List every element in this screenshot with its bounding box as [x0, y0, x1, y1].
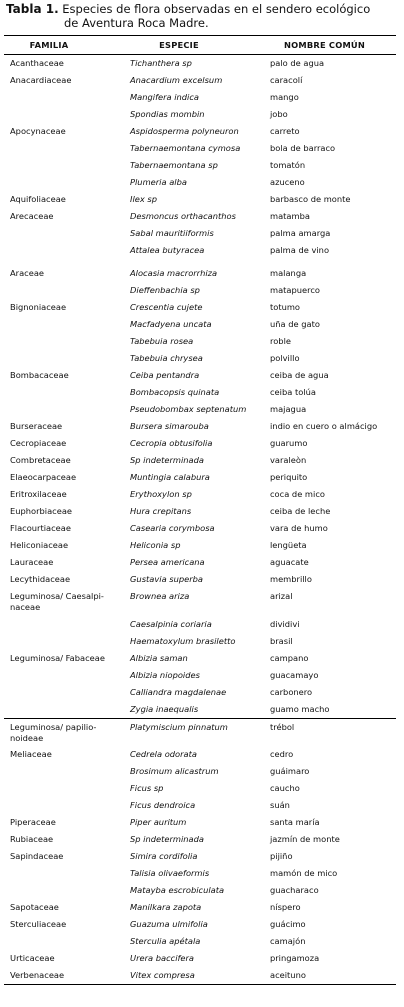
nombre-comun-cell: vara de humo: [270, 523, 328, 533]
familia-cell: Rubiaceae: [10, 834, 54, 844]
especie-cell: Tabernaemontana cymosa: [130, 143, 241, 153]
nombre-comun-cell: aguacate: [270, 557, 309, 567]
nombre-comun-cell: palma de vino: [270, 245, 330, 255]
table-row: [4, 718, 396, 746]
especie-cell: Piper auritum: [130, 817, 187, 827]
nombre-comun-cell: varaleòn: [270, 455, 307, 465]
nombre-comun-cell: polvillo: [270, 353, 300, 363]
table-row: [4, 933, 396, 950]
familia-cell: Bignoniaceae: [10, 302, 67, 312]
table-row: [4, 174, 396, 191]
table-row: [4, 418, 396, 435]
especie-cell: Ilex sp: [130, 194, 157, 204]
especie-cell: Platymiscium pinnatum: [130, 722, 228, 732]
table-row: [4, 684, 396, 701]
especie-cell: Mangifera indica: [130, 92, 200, 102]
table-caption: [6, 2, 398, 30]
caption-label: Tabla 1.: [6, 2, 59, 16]
especie-cell: Crescentia cujete: [130, 302, 203, 312]
especie-cell: Heliconia sp: [130, 540, 181, 550]
familia-cell: Lecythidaceae: [10, 574, 71, 584]
table-row: [4, 401, 396, 418]
table-row: [4, 486, 396, 503]
familia-cell: Sterculiaceae: [10, 919, 67, 929]
especie-cell: Guazuma ulmifolia: [130, 919, 208, 929]
nombre-comun-cell: arizal: [270, 591, 293, 601]
table-row: [4, 503, 396, 520]
especie-cell: Cedrela odorata: [130, 749, 197, 759]
familia-cell: Burseraceae: [10, 421, 63, 431]
table-row: [4, 916, 396, 933]
table-row: [4, 435, 396, 452]
especie-cell: Bombacopsis quinata: [130, 387, 220, 397]
especie-cell: Desmoncus orthacanthos: [130, 211, 236, 221]
nombre-comun-cell: guamo macho: [270, 704, 330, 714]
table-row: [4, 282, 396, 299]
familia-cell: Sapotaceae: [10, 902, 59, 912]
familia-cell: Acanthaceae: [10, 58, 64, 68]
especie-cell: Brownea ariza: [130, 591, 190, 601]
familia-cell: Leguminosa/ Caesalpi- naceae: [10, 591, 104, 612]
familia-cell: Araceae: [10, 268, 45, 278]
familia-cell: Urticaceae: [10, 953, 55, 963]
especie-cell: Dieffenbachia sp: [130, 285, 200, 295]
nombre-comun-cell: malanga: [270, 268, 307, 278]
especie-cell: Hura crepitans: [130, 506, 192, 516]
table-row: [4, 650, 396, 667]
nombre-comun-cell: palo de agua: [270, 58, 325, 68]
table-row: [4, 633, 396, 650]
nombre-comun-cell: guácimo: [270, 919, 306, 929]
nombre-comun-cell: bola de barraco: [270, 143, 336, 153]
table-row: [4, 797, 396, 814]
table-row: [4, 191, 396, 208]
nombre-comun-cell: pringamoza: [270, 953, 320, 963]
familia-cell: Lauraceae: [10, 557, 54, 567]
table-row: [4, 469, 396, 486]
especie-cell: Bursera simarouba: [130, 421, 209, 431]
table-row: [4, 588, 396, 616]
especie-cell: Sp indeterminada: [130, 455, 204, 465]
table-row: [4, 299, 396, 316]
especie-cell: Urera baccifera: [130, 953, 195, 963]
especie-cell: Ficus dendroica: [130, 800, 196, 810]
especie-cell: Spondias mombin: [130, 109, 205, 119]
table-row: [4, 780, 396, 797]
nombre-comun-cell: roble: [270, 336, 291, 346]
table-row: [4, 899, 396, 916]
especie-cell: Casearia corymbosa: [130, 523, 215, 533]
familia-cell: Elaeocarpaceae: [10, 472, 77, 482]
table-row: [4, 367, 396, 384]
table-row: [4, 701, 396, 718]
nombre-comun-cell: uña de gato: [270, 319, 320, 329]
especie-cell: Calliandra magdalenae: [130, 687, 227, 697]
especie-cell: Persea americana: [130, 557, 205, 567]
table-row: [4, 571, 396, 588]
nombre-comun-cell: aceituno: [270, 970, 306, 980]
nombre-comun-cell: matamba: [270, 211, 310, 221]
nombre-comun-cell: carbonero: [270, 687, 313, 697]
nombre-comun-cell: membrillo: [270, 574, 312, 584]
especie-cell: Ceiba pentandra: [130, 370, 200, 380]
familia-cell: Euphorbiaceae: [10, 506, 73, 516]
familia-cell: Flacourtiaceae: [10, 523, 71, 533]
nombre-comun-cell: indio en cuero o almácigo: [270, 421, 378, 431]
table-row: [4, 72, 396, 89]
nombre-comun-cell: palma amarga: [270, 228, 331, 238]
table-row: [4, 225, 396, 242]
familia-cell: Anacardiaceae: [10, 75, 72, 85]
table-row: [4, 746, 396, 763]
familia-cell: Apocynaceae: [10, 126, 66, 136]
nombre-comun-cell: dividivi: [270, 619, 300, 629]
caption-line-1: Especies de flora observadas en el sendero ecológico: [62, 2, 371, 16]
nombre-comun-cell: trébol: [270, 722, 295, 732]
table-header: [4, 36, 396, 55]
nombre-comun-cell: mango: [270, 92, 299, 102]
header-especie: ESPECIE: [159, 40, 199, 50]
familia-cell: Piperaceae: [10, 817, 56, 827]
especie-cell: Zygia inaequalis: [130, 704, 199, 714]
nombre-comun-cell: caucho: [270, 783, 300, 793]
table-row: [4, 520, 396, 537]
nombre-comun-cell: ceiba tolúa: [270, 387, 316, 397]
table-row: [4, 616, 396, 633]
nombre-comun-cell: ceiba de leche: [270, 506, 331, 516]
nombre-comun-cell: camajón: [270, 936, 306, 946]
familia-cell: Arecaceae: [10, 211, 54, 221]
especie-cell: Vitex compresa: [130, 970, 195, 980]
especie-cell: Aspidosperma polyneuron: [130, 126, 239, 136]
especie-cell: Sp indeterminada: [130, 834, 204, 844]
especie-cell: Alocasia macrorrhiza: [130, 268, 218, 278]
familia-cell: Eritroxilaceae: [10, 489, 67, 499]
table-row: [4, 967, 396, 984]
nombre-comun-cell: guacharaco: [270, 885, 319, 895]
table-row: [4, 814, 396, 831]
familia-cell: Leguminosa/ papilio- noideae: [10, 722, 97, 743]
especie-cell: Ficus sp: [130, 783, 164, 793]
especie-cell: Sabal mauritiiformis: [130, 228, 214, 238]
especie-cell: Haematoxylum brasiletto: [130, 636, 236, 646]
especie-cell: Albizia saman: [130, 653, 188, 663]
nombre-comun-cell: periquito: [270, 472, 308, 482]
table-row: [4, 265, 396, 282]
nombre-comun-cell: tomatón: [270, 160, 306, 170]
especie-cell: Gustavia superba: [130, 574, 203, 584]
table-body: [4, 55, 396, 984]
table-row: [4, 763, 396, 780]
nombre-comun-cell: totumo: [270, 302, 300, 312]
table-row: [4, 350, 396, 367]
nombre-comun-cell: campano: [270, 653, 309, 663]
nombre-comun-cell: majagua: [270, 404, 307, 414]
especie-cell: Tabernaemontana sp: [130, 160, 218, 170]
nombre-comun-cell: guarumo: [270, 438, 308, 448]
table-row: [4, 140, 396, 157]
nombre-comun-cell: lengüeta: [270, 540, 307, 550]
table-row: [4, 333, 396, 350]
caption-line-2: de Aventura Roca Madre.: [64, 16, 209, 30]
table-row: [4, 865, 396, 882]
familia-cell: Sapindaceae: [10, 851, 64, 861]
especie-cell: Macfadyena uncata: [130, 319, 212, 329]
especie-cell: Plumeria alba: [130, 177, 187, 187]
especie-cell: Matayba escrobiculata: [130, 885, 225, 895]
especie-cell: Pseudobombax septenatum: [130, 404, 247, 414]
flora-table: [4, 35, 396, 985]
table-row: [4, 242, 396, 259]
especie-cell: Erythoxylon sp: [130, 489, 192, 499]
familia-cell: Cecropiaceae: [10, 438, 67, 448]
table-row: [4, 123, 396, 140]
especie-cell: Caesalpinia coriaria: [130, 619, 212, 629]
especie-cell: Tabebuia chrysea: [130, 353, 203, 363]
nombre-comun-cell: cedro: [270, 749, 294, 759]
familia-cell: Verbenaceae: [10, 970, 65, 980]
nombre-comun-cell: coca de mico: [270, 489, 325, 499]
table-row: [4, 384, 396, 401]
nombre-comun-cell: carreto: [270, 126, 300, 136]
header-familia: FAMILIA: [29, 40, 69, 50]
table-row: [4, 667, 396, 684]
nombre-comun-cell: jazmín de monte: [270, 834, 340, 844]
nombre-comun-cell: guáimaro: [270, 766, 310, 776]
table-row: [4, 157, 396, 174]
table-row: [4, 882, 396, 899]
table-row: [4, 55, 396, 72]
especie-cell: Muntingia calabura: [130, 472, 210, 482]
table-row: [4, 316, 396, 333]
nombre-comun-cell: brasil: [270, 636, 293, 646]
table-row: [4, 848, 396, 865]
nombre-comun-cell: santa maría: [270, 817, 320, 827]
especie-cell: Attalea butyracea: [130, 245, 205, 255]
familia-cell: Aquifoliaceae: [10, 194, 66, 204]
table-row: [4, 831, 396, 848]
nombre-comun-cell: caracolí: [270, 75, 303, 85]
table-row: [4, 554, 396, 571]
especie-cell: Brosimum alicastrum: [130, 766, 219, 776]
especie-cell: Tichanthera sp: [130, 58, 192, 68]
especie-cell: Manilkara zapota: [130, 902, 202, 912]
nombre-comun-cell: ceiba de agua: [270, 370, 329, 380]
familia-cell: Leguminosa/ Fabaceae: [10, 653, 105, 663]
especie-cell: Cecropia obtusifolia: [130, 438, 213, 448]
nombre-comun-cell: suán: [270, 800, 290, 810]
familia-cell: Combretaceae: [10, 455, 71, 465]
table-row: [4, 537, 396, 554]
table-row: [4, 208, 396, 225]
nombre-comun-cell: guacamayo: [270, 670, 319, 680]
especie-cell: Sterculia apétala: [130, 936, 201, 946]
table-row: [4, 106, 396, 123]
familia-cell: Heliconiaceae: [10, 540, 69, 550]
table-row: [4, 452, 396, 469]
especie-cell: Talisia olivaeformis: [130, 868, 210, 878]
nombre-comun-cell: barbasco de monte: [270, 194, 351, 204]
nombre-comun-cell: matapuerco: [270, 285, 320, 295]
nombre-comun-cell: mamón de mico: [270, 868, 338, 878]
nombre-comun-cell: níspero: [270, 902, 301, 912]
familia-cell: Bombacaceae: [10, 370, 69, 380]
nombre-comun-cell: azuceno: [270, 177, 305, 187]
table-row: [4, 950, 396, 967]
especie-cell: Anacardium excelsum: [130, 75, 223, 85]
header-nombre-comun: NOMBRE COMÚN: [284, 40, 366, 50]
nombre-comun-cell: jobo: [270, 109, 288, 119]
especie-cell: Tabebuia rosea: [130, 336, 194, 346]
especie-cell: Albizia niopoides: [130, 670, 200, 680]
especie-cell: Simira cordifolia: [130, 851, 198, 861]
nombre-comun-cell: pijiño: [270, 851, 293, 861]
table-row: [4, 89, 396, 106]
familia-cell: Meliaceae: [10, 749, 52, 759]
